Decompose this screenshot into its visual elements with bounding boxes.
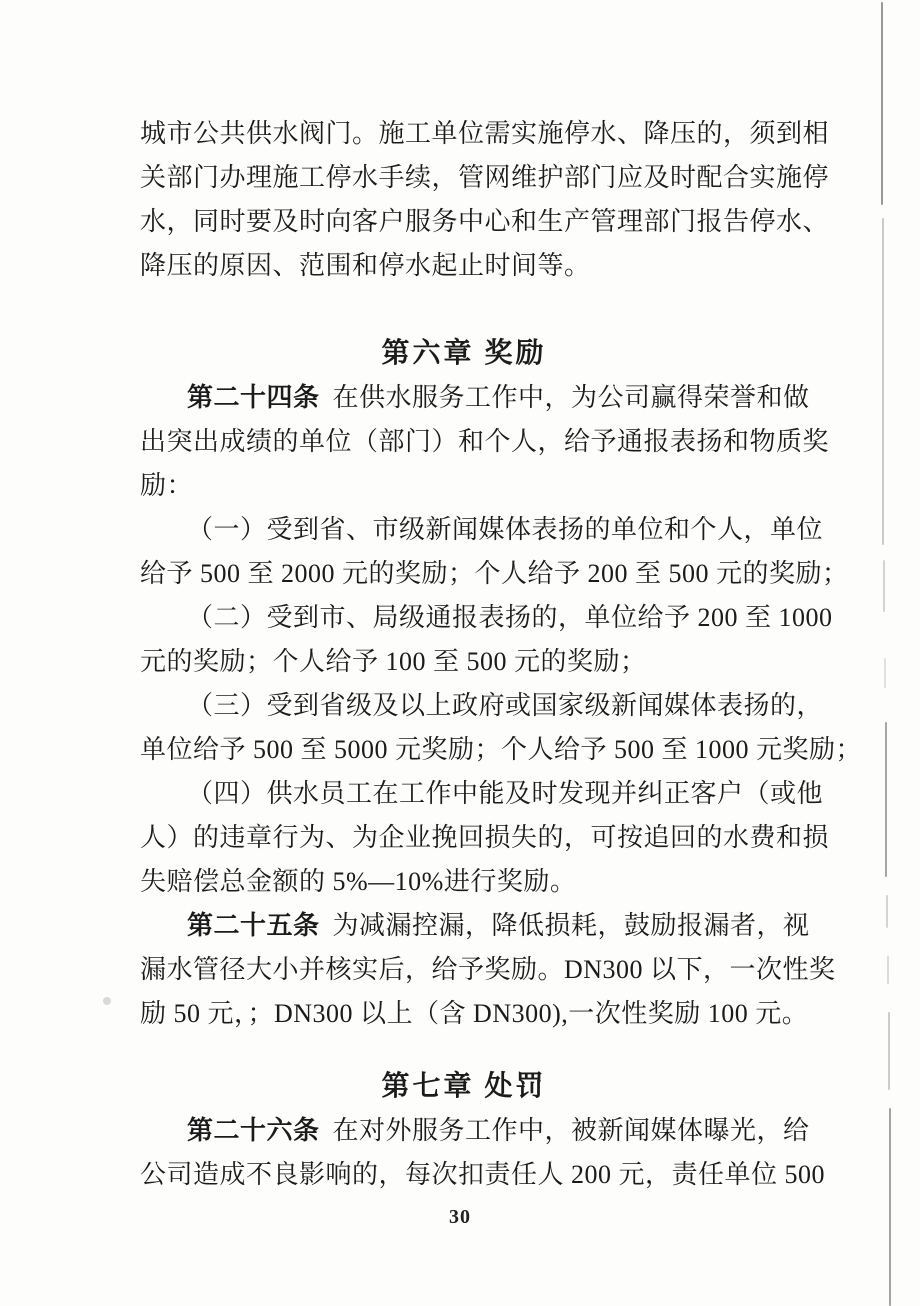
text-line: （三）受到省级及以上政府或国家级新闻媒体表扬的， bbox=[187, 691, 824, 720]
scan-streak bbox=[884, 658, 886, 688]
text-line: 单位给予 500 至 5000 元奖励；个人给予 500 至 1000 元奖励； bbox=[140, 735, 863, 764]
line-text: 在供水服务工作中，为公司赢得荣誉和做 bbox=[332, 383, 810, 412]
text-line: 降压的原因、范围和停水起止时间等。 bbox=[140, 251, 591, 280]
text-line: 人）的违章行为、为企业挽回损失的，可按追回的水费和损 bbox=[140, 823, 830, 852]
text-line: （二）受到市、局级通报表扬的，单位给予 200 至 1000 bbox=[187, 603, 833, 632]
text-line: 漏水管径大小并核实后，给予奖励。DN300 以下，一次性奖 bbox=[140, 955, 836, 984]
text-line: 水，同时要及时向客户服务中心和生产管理部门报告停水、 bbox=[140, 207, 830, 236]
text-line: 励： bbox=[140, 471, 194, 500]
text-line: 城市公共供水阀门。施工单位需实施停水、降压的，须到相 bbox=[140, 119, 830, 148]
text-line: 关部门办理施工停水手续，管网维护部门应及时配合实施停 bbox=[140, 163, 830, 192]
article-number: 第二十五条 bbox=[187, 911, 320, 940]
text-line bbox=[140, 376, 810, 420]
scan-smudge bbox=[103, 997, 111, 1005]
page-number: 30 bbox=[449, 1206, 471, 1228]
text-line: 失赔偿总金额的 5%—10%进行奖励。 bbox=[140, 867, 577, 896]
line-text: 在对外服务工作中，被新闻媒体曝光，给 bbox=[332, 1116, 810, 1145]
text-line: 励 50 元，；DN300 以上（含 DN300),一次性奖励 100 元。 bbox=[140, 999, 809, 1028]
line-text: 为减漏控漏，降低损耗，鼓励报漏者，视 bbox=[332, 911, 810, 940]
article-number: 第二十四条 bbox=[187, 383, 320, 412]
document-body bbox=[140, 112, 863, 1197]
text-line: （一）受到省、市级新闻媒体表扬的单位和个人，单位 bbox=[187, 515, 824, 544]
chapter-heading: 第六章 奖励 bbox=[381, 338, 547, 369]
text-line: 给予 500 至 2000 元的奖励；个人给予 200 至 500 元的奖励； bbox=[140, 559, 849, 588]
chapter-heading: 第七章 处罚 bbox=[381, 1071, 547, 1102]
scan-streak bbox=[886, 895, 888, 928]
text-line: 公司造成不良影响的，每次扣责任人 200 元，责任单位 500 bbox=[140, 1160, 826, 1189]
scan-streak bbox=[882, 218, 884, 545]
scan-streak bbox=[881, 2, 883, 205]
text-line: 元的奖励；个人给予 100 至 500 元的奖励； bbox=[140, 647, 647, 676]
scan-streak bbox=[883, 560, 885, 612]
article-number: 第二十六条 bbox=[187, 1116, 320, 1145]
text-line: 出突出成绩的单位（部门）和个人，给予通报表扬和物质奖 bbox=[140, 427, 830, 456]
text-line: （四）供水员工在工作中能及时发现并纠正客户（或他 bbox=[187, 779, 824, 808]
scan-streak bbox=[885, 722, 887, 877]
text-line bbox=[140, 1109, 810, 1153]
text-line bbox=[140, 904, 810, 948]
scan-streak bbox=[888, 1012, 890, 1090]
scan-streak bbox=[887, 956, 889, 984]
